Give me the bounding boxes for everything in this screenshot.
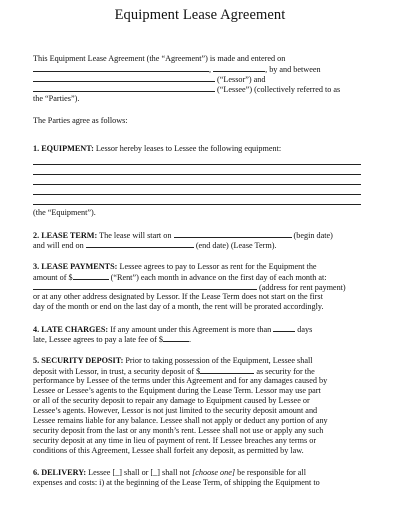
rent-amount-blank[interactable] [73, 272, 109, 280]
section-heading: 3. LEASE PAYMENTS: [33, 262, 118, 271]
equipment-blank-line[interactable] [33, 164, 361, 165]
section-heading: 2. LEASE TERM: [33, 231, 98, 240]
deposit-line-7: Lessee remains liable for any balance. Lessee shall not apply or deduct any portion of any [33, 416, 328, 425]
section-heading: 6. DELIVERY: [33, 468, 87, 477]
deposit-line-9: security deposit at any time in lieu of payment of rent. If Lessee breaches any terms or [33, 436, 317, 445]
date-blank[interactable] [33, 64, 209, 72]
intro-line-4: (“Lessee”) (collectively referred to as [33, 84, 340, 95]
rent-address-blank[interactable] [33, 282, 257, 290]
parties-agree: The Parties agree as follows: [33, 116, 128, 125]
end-date-blank[interactable] [86, 240, 194, 248]
section-late-charges: 4. LATE CHARGES: If any amount under this Agreement is more than days [33, 325, 313, 334]
equipment-blank-line[interactable] [33, 204, 361, 205]
delivery-line-2: expenses and costs: i) at the beginning of the Lease Term, of shipping the Equipment to [33, 478, 320, 487]
equipment-label: (the “Equipment”). [33, 208, 96, 217]
section-delivery: 6. DELIVERY: Lessee [_] shall or [_] shall not [choose one] be responsible for all [33, 468, 306, 477]
lease-term-line-2: and will end on (end date) (Lease Term). [33, 241, 277, 250]
late-days-blank[interactable] [273, 324, 295, 332]
document-title: Equipment Lease Agreement [114, 7, 286, 23]
deposit-line-3: performance by Lessee of the terms under this Agreement and for any damages caused by [33, 376, 328, 385]
section-equipment: 1. EQUIPMENT: Lessor hereby leases to Lessee the following equipment: [33, 144, 282, 153]
late-fee-blank[interactable] [163, 334, 189, 342]
intro-line-3: (“Lessor”) and [33, 74, 265, 85]
deposit-amount-blank[interactable] [200, 366, 254, 374]
intro-line-2: , , by and between [33, 64, 321, 75]
equipment-blank-line[interactable] [33, 174, 361, 175]
section-heading: 5. SECURITY DEPOSIT: [33, 356, 124, 365]
section-lease-payments: 3. LEASE PAYMENTS: Lessee agrees to pay to Lessor as rent for the Equipment the [33, 262, 317, 271]
section-lease-term: 2. LEASE TERM: The lease will start on (begin date) [33, 231, 333, 240]
section-security-deposit: 5. SECURITY DEPOSIT: Prior to taking possession of the Equipment, Lessee shall [33, 356, 313, 365]
deposit-line-6: Lessee’s agents. However, Lessor is not just limited to the security deposit amount and [33, 406, 318, 415]
deposit-line-2: deposit with Lessor, in trust, a security deposit of $ as security for the [33, 367, 315, 376]
deposit-line-4: Lessee or Lessee’s agents to the Equipment during the Lease Term. Lessor may use part [33, 386, 321, 395]
year-blank[interactable] [213, 64, 265, 72]
section-heading: 4. LATE CHARGES: [33, 325, 109, 334]
intro-line-5: the “Parties”). [33, 94, 80, 103]
equipment-blank-line[interactable] [33, 194, 361, 195]
deposit-line-10: conditions of this Agreement, Lessee shall forfeit any deposit, as permitted by law. [33, 446, 304, 455]
payments-line-2: amount of $ (“Rent”) each month in advance on the first day of each month at: [33, 273, 327, 282]
payments-line-5: day of the month or end on the last day of a month, the rent will be prorated accordingly. [33, 302, 324, 311]
late-charges-line-2: late, Lessee agrees to pay a late fee of $ . [33, 335, 192, 344]
payments-line-4: or at any other address designated by Lessor. If the Lease Term does not start on the first [33, 292, 323, 301]
equipment-blank-line[interactable] [33, 184, 361, 185]
begin-date-blank[interactable] [174, 230, 292, 238]
payments-line-3: (address for rent payment) [33, 282, 346, 293]
lessee-name-blank[interactable] [33, 84, 215, 92]
lessor-name-blank[interactable] [33, 74, 215, 82]
deposit-line-5: or all of the security deposit to repair any damage to Equipment caused by Lessee or [33, 396, 310, 405]
intro-line-1: This Equipment Lease Agreement (the “Agreement”) is made and entered on [33, 54, 286, 63]
section-heading: 1. EQUIPMENT: [33, 144, 94, 153]
deposit-line-8: security deposit from the last or any month’s rent. Lessee shall not use or apply any such [33, 426, 324, 435]
